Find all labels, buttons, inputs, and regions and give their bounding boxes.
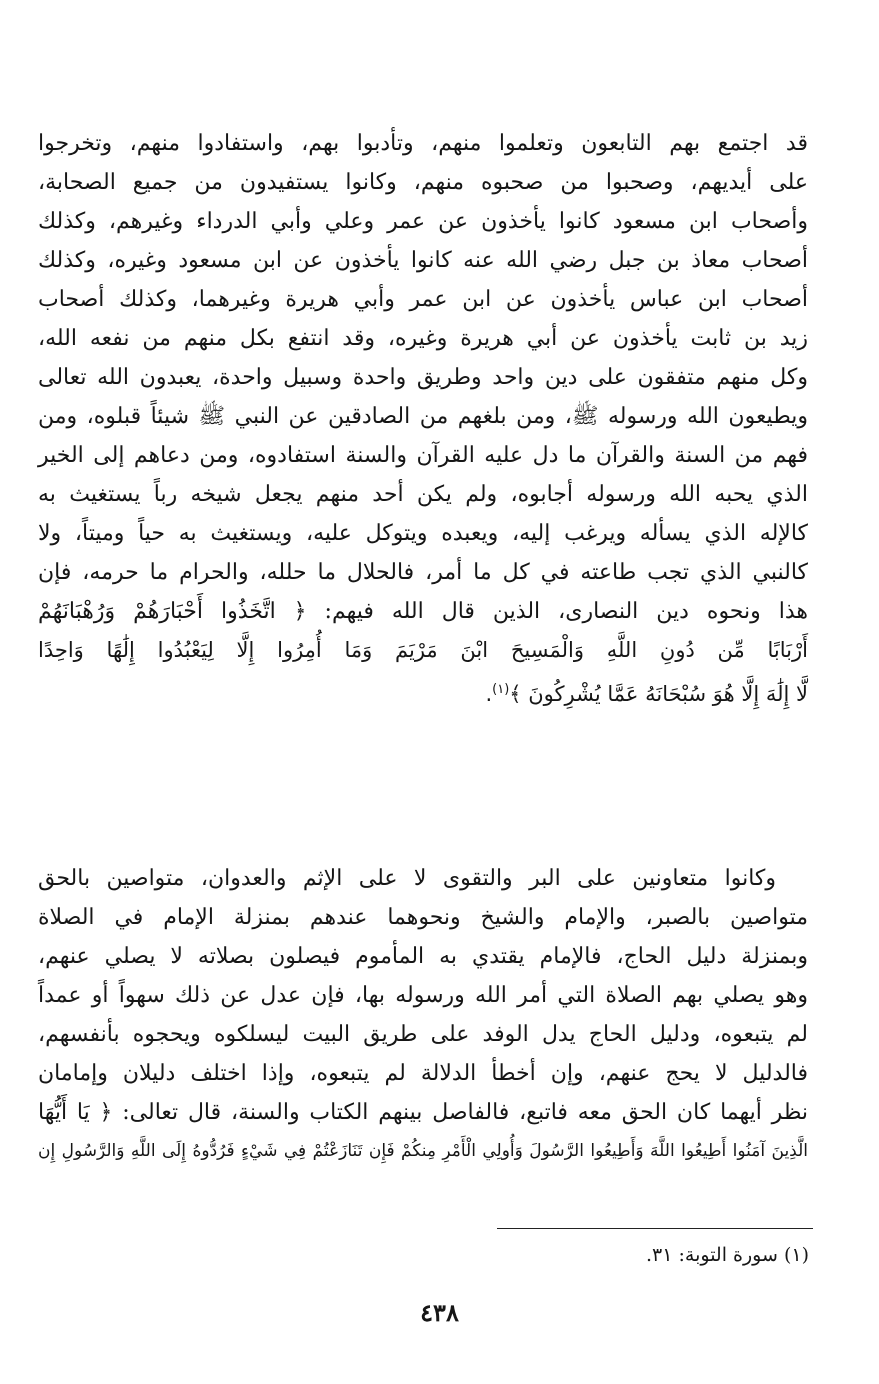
text-line: وأصحاب ابن مسعود كانوا يأخذون عن عمر وعلي وأبي الدرداء وغيرهم، وكذلك bbox=[38, 209, 808, 234]
text-line: على أيديهم، وصحبوا من صحبوه منهم، وكانوا يستفيدون من جميع الصحابة، bbox=[38, 170, 808, 195]
text-line: وكل منهم متفقون على دين واحد وطريق واحدة وسبيل واحدة، يعبدون الله تعالى bbox=[38, 365, 808, 390]
quran-verse-line-last bbox=[38, 670, 808, 714]
page-number: ٤٣٨ bbox=[420, 1298, 459, 1327]
text-line: وبمنزلة دليل الحاج، فالإمام يقتدي به المأموم فيصلون بصلاته لا يصلي عنهم، bbox=[38, 944, 808, 969]
text-line: لم يتبعوه، ودليل الحاج يدل الوفد على طريق البيت ليسلكوه ويحجوه بأنفسهم، bbox=[38, 1022, 808, 1047]
text-line: كالنبي الذي تجب طاعته في كل ما أمر، فالحلال ما حلله، والحرام ما حرمه، فإن bbox=[38, 560, 808, 585]
quran-verse-line: أَرْبَابًا مِّن دُونِ اللَّهِ وَالْمَسِيحَ ابْنَ مَرْيَمَ وَمَا أُمِرُوا إِلَّا لِيَعْبُدُوا إِلَٰهًا وَاحِدًا bbox=[38, 638, 808, 662]
footnote-divider bbox=[497, 1228, 813, 1229]
text-line: قد اجتمع بهم التابعون وتعلموا منهم، وتأدبوا بهم، واستفادوا منهم، وتخرجوا bbox=[38, 131, 808, 156]
text-line: أصحاب ابن عباس يأخذون عن ابن عمر وأبي هريرة وغيرهما، وكذلك أصحاب bbox=[38, 287, 808, 312]
text-line: كالإله الذي يسأله ويرغب إليه، ويعبده ويتوكل عليه، ويستغيث به حياً وميتاً، ولا bbox=[38, 521, 808, 546]
paragraph-1 bbox=[38, 124, 808, 714]
text-line: وكانوا متعاونين على البر والتقوى لا على الإثم والعدوان، متواصين بالحق bbox=[38, 866, 776, 891]
text-line: الذي يحبه الله ورسوله أجابوه، ولم يكن أحد منهم يجعل شيخه رباً يستغيث به bbox=[38, 482, 808, 507]
text-line: فالدليل لا يحج عنهم، وإن أخطأ الدلالة لم يتبعوه، وإذا اختلف دليلان وإمامان bbox=[38, 1061, 808, 1086]
text-line: متواصين بالصبر، والإمام والشيخ ونحوهما عندهم بمنزلة الإمام في الصلاة bbox=[38, 905, 808, 930]
paragraph-2 bbox=[38, 859, 808, 1171]
footnote-reference[interactable]: (١) bbox=[492, 682, 510, 697]
footnote: (١) سورة التوبة: ٣١. bbox=[646, 1244, 809, 1266]
text-line: وهو يصلي بهم الصلاة التي أمر الله ورسوله بها، فإن عدل عن ذلك سهواً أو عمداً bbox=[38, 983, 808, 1008]
text-line: هذا ونحوه دين النصارى، الذين قال الله فيهم: ﴿ اتَّخَذُوا أَحْبَارَهُمْ وَرُهْبَانَهُمْ bbox=[38, 599, 808, 624]
text-line: فهم من السنة والقرآن ما دل عليه القرآن والسنة استفادوه، ومن دعاهم إلى الخير bbox=[38, 443, 808, 468]
text-line: نظر أيهما كان الحق معه فاتبع، فالفاصل بينهم الكتاب والسنة، قال تعالى: ﴿ يَا أَيُّهَا bbox=[38, 1100, 808, 1125]
quran-verse-text: لَّا إِلَٰهَ إِلَّا هُوَ سُبْحَانَهُ عَمَّا يُشْرِكُونَ ﴾ bbox=[509, 682, 808, 706]
text-line: زيد بن ثابت يأخذون عن أبي هريرة وغيره، وقد انتفع بكل منهم من نفعه الله، bbox=[38, 326, 808, 351]
text-line: أصحاب معاذ بن جبل رضي الله عنه كانوا يأخذون عن ابن مسعود وغيره، وكذلك bbox=[38, 248, 808, 273]
end-mark: . bbox=[485, 682, 493, 706]
quran-verse-line: الَّذِينَ آمَنُوا أَطِيعُوا اللَّهَ وَأَطِيعُوا الرَّسُولَ وَأُولِي الْأَمْرِ مِنكُمْ فَإِن تَنَازَعْتُمْ فِي شَيْءٍ فَرُدُّوهُ إِلَى اللَّهِ وَالرَّسُولِ إِن bbox=[38, 1141, 808, 1161]
text-line: ويطيعون الله ورسوله ﷺ، ومن بلغهم من الصادقين عن النبي ﷺ شيئاً قبلوه، ومن bbox=[38, 404, 808, 429]
